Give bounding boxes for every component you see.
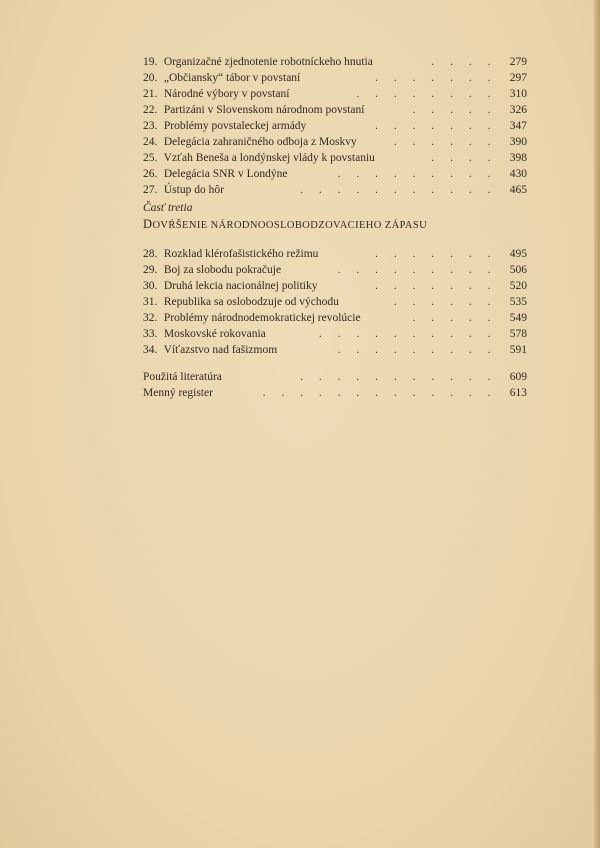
chapter-title: Republika sa oslobodzuje od východu	[163, 296, 339, 308]
leader-dots: . . . . . . .	[375, 120, 497, 132]
toc-entry-title	[143, 294, 339, 310]
chapter-number: 20.	[143, 72, 158, 84]
chapter-number: 29.	[143, 264, 158, 276]
page-edge	[594, 0, 600, 848]
toc-entry-title	[143, 166, 287, 182]
chapter-number: 27.	[143, 184, 158, 196]
toc-entry	[143, 246, 527, 262]
toc-entry-title	[143, 70, 300, 86]
chapter-number: 21.	[143, 88, 158, 100]
chapter-number: 34.	[143, 344, 158, 356]
page-number: 495	[509, 248, 527, 260]
toc-entry	[143, 54, 527, 70]
back-matter-title: Menný register	[143, 387, 213, 399]
chapter-number: 33.	[143, 328, 158, 340]
leader-dots: . . . . .	[412, 104, 497, 116]
page-number: 591	[509, 344, 527, 356]
page-number: 279	[509, 56, 527, 68]
toc-entry-title	[143, 118, 306, 134]
toc-entry	[143, 278, 527, 294]
chapter-title: Víťazstvo nad fašizmom	[163, 344, 278, 356]
toc-entry	[143, 150, 527, 166]
page-number: 520	[509, 280, 527, 292]
leader-dots: . . . . . . .	[375, 248, 497, 260]
toc-entry-title	[143, 182, 224, 198]
chapter-number: 25.	[143, 152, 158, 164]
page-number: 613	[509, 387, 527, 399]
back-matter-title: Použitá literatúra	[143, 371, 222, 383]
toc-entry-title	[143, 310, 361, 326]
toc-entry-title	[143, 326, 266, 342]
toc-entry	[143, 262, 527, 278]
page-number: 430	[509, 168, 527, 180]
chapter-number: 24.	[143, 136, 158, 148]
toc-entry	[143, 182, 527, 198]
toc-entry	[143, 102, 527, 118]
leader-dots: . . . . . .	[393, 136, 497, 148]
toc-entry	[143, 310, 527, 326]
toc-entry	[143, 342, 527, 358]
toc-entry-title	[143, 86, 289, 102]
leader-dots: . . . .	[431, 56, 497, 68]
chapter-number: 30.	[143, 280, 158, 292]
chapter-title: Problémy národnodemokratickej revolúcie	[163, 312, 361, 324]
toc-entry	[143, 166, 527, 182]
chapter-number: 22.	[143, 104, 158, 116]
toc-entry-title	[143, 150, 375, 166]
toc-entry	[143, 134, 527, 150]
toc-entry	[143, 118, 527, 134]
part-label: Časť tretia	[143, 202, 193, 214]
chapter-number: 26.	[143, 168, 158, 180]
toc-entry-title	[143, 102, 364, 118]
page-number: 297	[509, 72, 527, 84]
page-number: 390	[509, 136, 527, 148]
chapter-title: „Občiansky“ tábor v povstaní	[163, 72, 301, 84]
toc-entry-title	[143, 262, 281, 278]
toc-entry-title	[143, 134, 357, 150]
page-number: 398	[509, 152, 527, 164]
chapter-title: Problémy povstaleckej armády	[163, 120, 307, 132]
leader-dots: . . . . . . . .	[356, 88, 497, 100]
page-number: 578	[509, 328, 527, 340]
chapter-title: Rozklad klérofašistického režimu	[163, 248, 319, 260]
page-number: 609	[509, 371, 527, 383]
page-number: 506	[509, 264, 527, 276]
leader-dots: . . . . . . . . . .	[318, 328, 497, 340]
chapter-title: Vzťah Beneša a londýnskej vlády k povstaniu	[163, 152, 375, 164]
chapter-title: Boj za slobodu pokračuje	[163, 264, 282, 276]
leader-dots: . . . . . . .	[375, 72, 497, 84]
toc-entry-title	[143, 54, 373, 70]
chapter-number: 23.	[143, 120, 158, 132]
toc-entry-title	[143, 278, 317, 294]
chapter-title: Delegácia SNR v Londýne	[163, 168, 288, 180]
chapter-title: Druhá lekcia nacionálnej politiky	[163, 280, 318, 292]
chapter-number: 31.	[143, 296, 158, 308]
chapter-number: 19.	[143, 56, 158, 68]
chapter-title: Organizačné zjednotenie robotníckeho hnutia	[163, 56, 373, 68]
leader-dots: . . . . . . . . . . .	[300, 371, 497, 383]
toc-entry	[143, 86, 527, 102]
page-number: 549	[509, 312, 527, 324]
toc-entry	[143, 70, 527, 86]
toc-entry	[143, 369, 527, 385]
toc-entry-title	[143, 246, 318, 262]
part-title-rest: OVŔŠENIE NÁRODNOOSLOBODZOVACIEHO ZÁPASU	[152, 220, 428, 231]
part-title-lead: D	[143, 217, 153, 231]
toc-entry-title	[143, 342, 277, 358]
leader-dots: . . . .	[431, 152, 497, 164]
page-number: 310	[509, 88, 527, 100]
chapter-number: 28.	[143, 248, 158, 260]
page-number: 465	[509, 184, 527, 196]
leader-dots: . . . . .	[412, 312, 497, 324]
chapter-title: Partizáni v Slovenskom národnom povstaní	[163, 104, 365, 116]
chapter-title: Moskovské rokovania	[163, 328, 266, 340]
leader-dots: . . . . . . . . . . .	[300, 184, 497, 196]
chapter-title: Delegácia zahraničného odboja z Moskvy	[163, 136, 357, 148]
leader-dots: . . . . . . . . .	[337, 168, 497, 180]
toc-entry	[143, 294, 527, 310]
leader-dots: . . . . . . . . . . . . .	[262, 387, 497, 399]
toc-entry	[143, 385, 527, 401]
leader-dots: . . . . . . .	[375, 280, 497, 292]
page-number: 347	[509, 120, 527, 132]
page-number: 535	[509, 296, 527, 308]
chapter-title: Národné výbory v povstaní	[163, 88, 290, 100]
chapter-number: 32.	[143, 312, 158, 324]
toc-entry	[143, 326, 527, 342]
page-number: 326	[509, 104, 527, 116]
part-title	[143, 215, 427, 235]
leader-dots: . . . . . . . . .	[337, 264, 497, 276]
chapter-title: Ústup do hôr	[163, 184, 224, 196]
leader-dots: . . . . . . . . .	[337, 344, 497, 356]
leader-dots: . . . . . .	[393, 296, 497, 308]
